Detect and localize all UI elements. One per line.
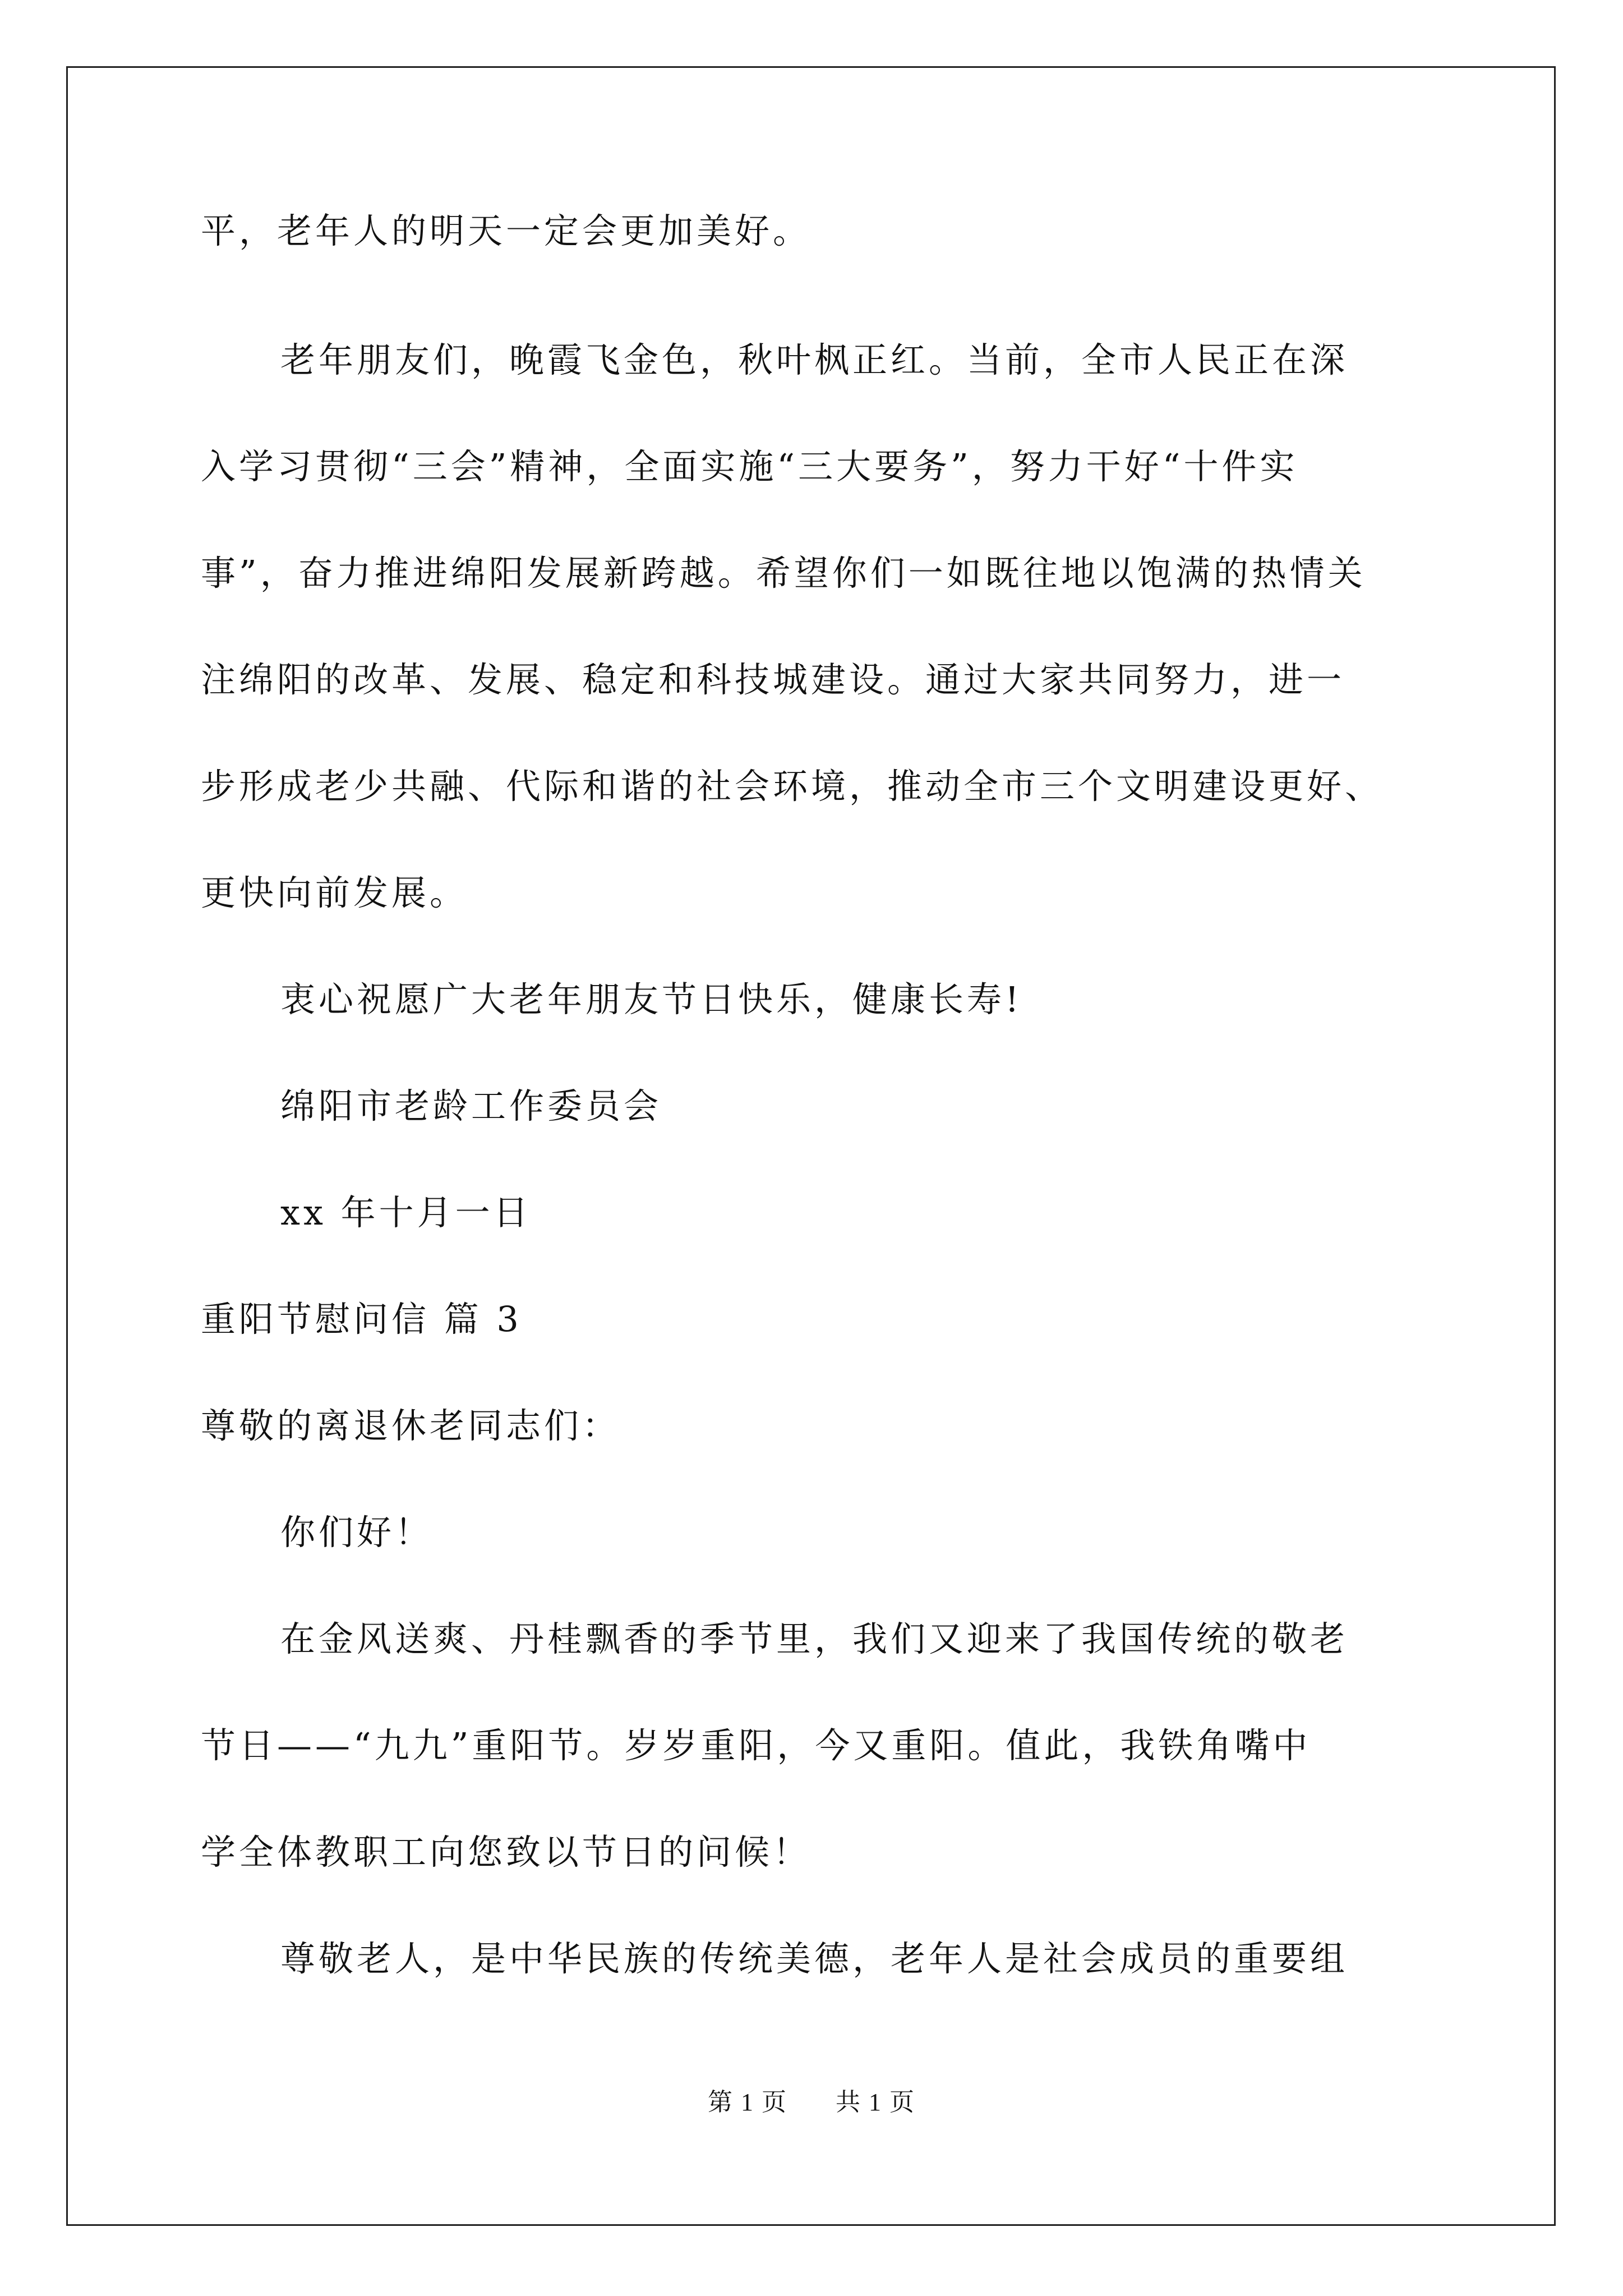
salutation: 尊敬的离退休老同志们： [201, 1405, 621, 1446]
body-line: 步形成老少共融、代际和谐的社会环境，推动全市三个文明建设更好、 [201, 766, 1384, 807]
body-line: 平，老年人的明天一定会更加美好。 [201, 210, 811, 251]
body-line: 节日——“九九”重阳节。岁岁重阳，今又重阳。值此，我铁角嘴中 [201, 1725, 1311, 1766]
body-line: 学全体教职工向您致以节日的问候！ [201, 1832, 811, 1872]
section-heading: 重阳节慰问信 篇 3 [201, 1299, 522, 1340]
page-total: 共 1 页 [836, 2088, 915, 2116]
greeting: 你们好！ [280, 1512, 434, 1553]
body-line: 更快向前发展。 [201, 872, 468, 913]
signature-date: xx 年十月一日 [280, 1192, 532, 1233]
page-border [66, 66, 1556, 2226]
body-line: 尊敬老人，是中华民族的传统美德，老年人是社会成员的重要组 [280, 1938, 1349, 1979]
page-footer [0, 2086, 1623, 2119]
signature-organization: 绵阳市老龄工作委员会 [280, 1085, 662, 1126]
page-number: 第 1 页 [708, 2088, 787, 2116]
body-line: 老年朋友们，晚霞飞金色，秋叶枫正红。当前，全市人民正在深 [280, 339, 1349, 380]
body-line: 事”，奋力推进绵阳发展新跨越。希望你们一如既往地以饱满的热情关 [201, 553, 1366, 593]
body-line: 注绵阳的改革、发展、稳定和科技城建设。通过大家共同努力，进一 [201, 659, 1345, 700]
closing-wish: 衷心祝愿广大老年朋友节日快乐，健康长寿! [280, 979, 1022, 1020]
body-line: 入学习贯彻“三会”精神，全面实施“三大要务”，努力干好“十件实 [201, 446, 1298, 487]
body-line: 在金风送爽、丹桂飘香的季节里，我们又迎来了我国传统的敬老 [280, 1618, 1349, 1659]
